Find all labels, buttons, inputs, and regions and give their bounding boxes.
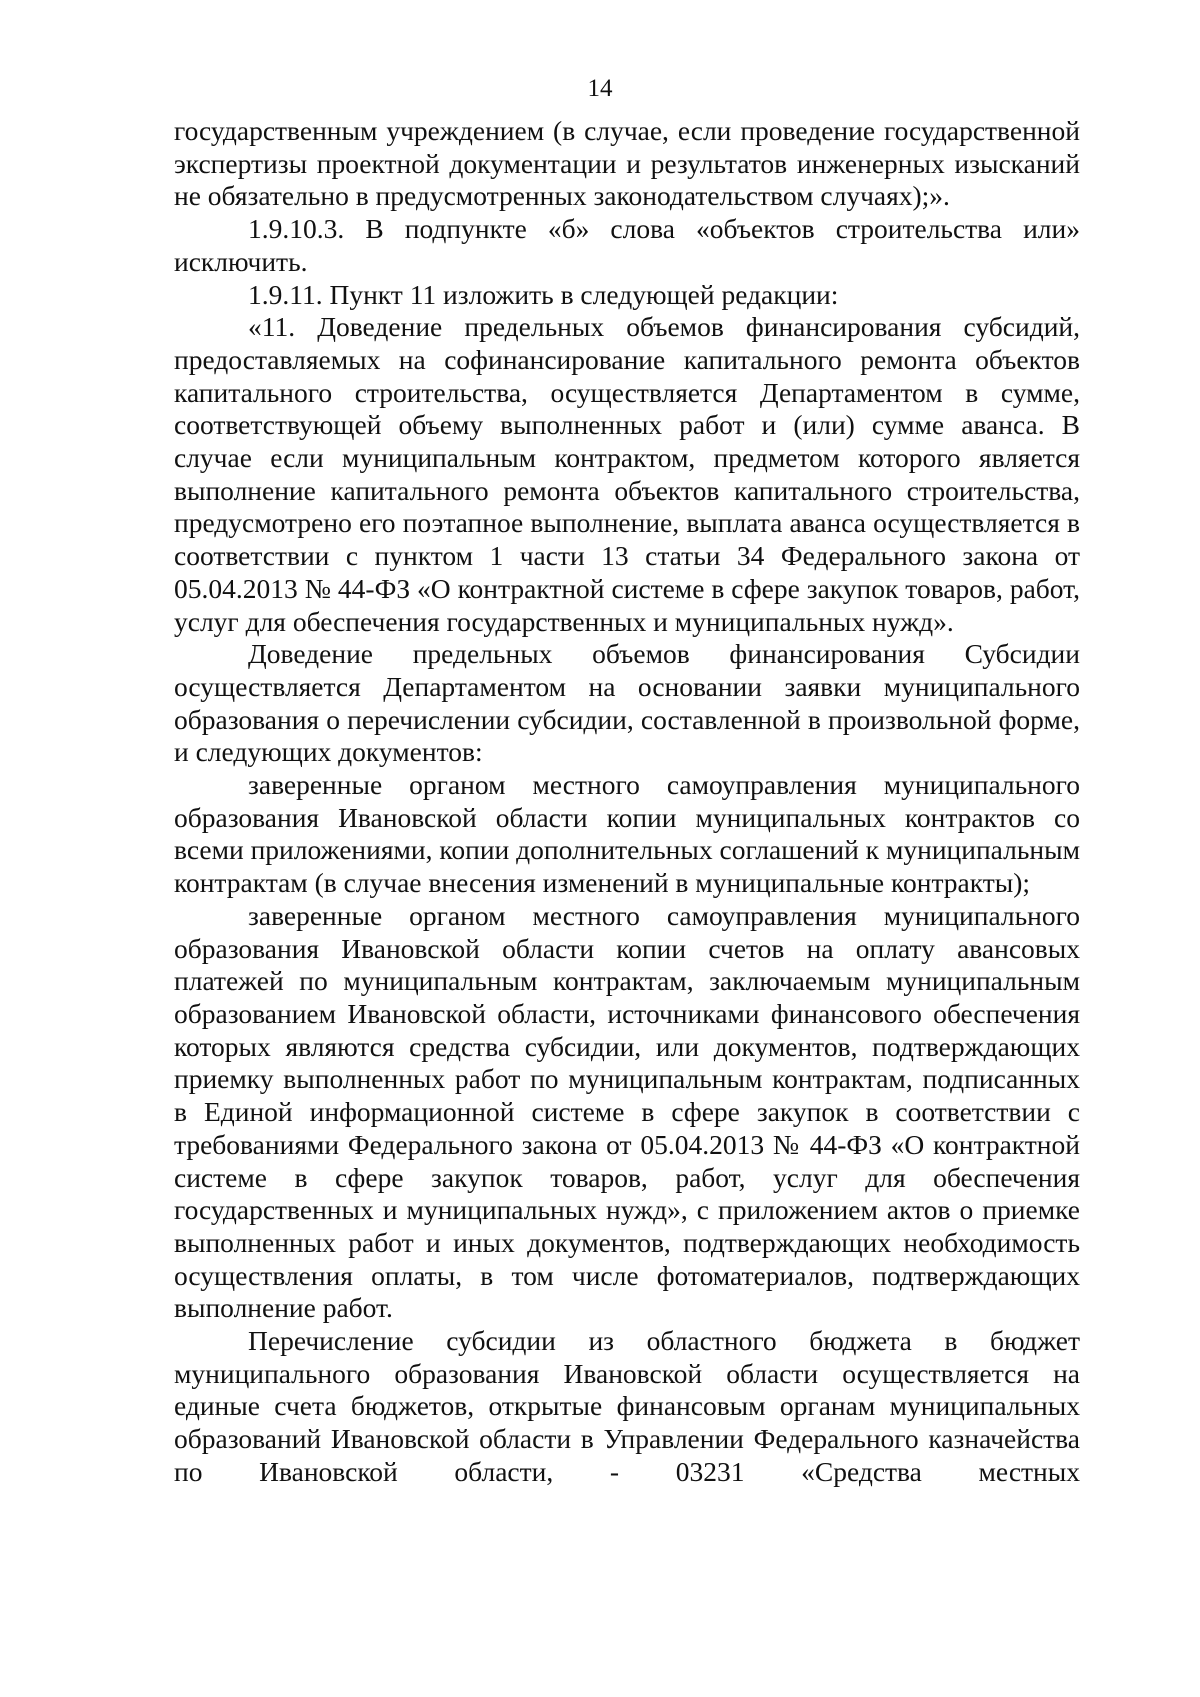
paragraph-continuation: государственным учреждением (в случае, если проведение государственной экспертизы проектной документации и результатов инженерных изысканий не обязательно в предусмотренных законодательством случаях);». xyxy=(174,115,1080,212)
paragraph-subsidy-financing: Доведение предельных объемов финансирования Субсидии осуществляется Департаментом на основании заявки муниципального образования о перечислении субсидии, составленной в произвольной форме, и следующих документов: xyxy=(174,638,1080,768)
page-number: 14 xyxy=(587,75,613,102)
paragraph-point-11: «11. Доведение предельных объемов финансирования субсидий, предоставляемых на софинансирование капитального ремонта объектов капитального строительства, осуществляется Департаментом в сумме, соответствующей объему выполненных работ и (или) сумме аванса. В случае если муниципальным контрактом, предметом которого является выполнение капитального ремонта объектов капитального строительства, предусмотрено его поэтапное выполнение, выплата аванса осуществляется в соответствии с пунктом 1 части 13 статьи 34 Федерального закона от 05.04.2013 № 44-ФЗ «О контрактной системе в сфере закупок товаров, работ, услуг для обеспечения государственных и муниципальных нужд». xyxy=(174,311,1080,637)
paragraph-item-1-9-10-3: 1.9.10.3. В подпункте «б» слова «объектов строительства или» исключить. xyxy=(174,213,1080,277)
paragraph-contract-copies: заверенные органом местного самоуправления муниципального образования Ивановской области копии муниципальных контрактов со всеми приложениями, копии дополнительных соглашений к муниципальным контрактам (в случае внесения изменений в муниципальные контракты); xyxy=(174,769,1080,899)
paragraph-invoice-copies: заверенные органом местного самоуправления муниципального образования Ивановской области копии счетов на оплату авансовых платежей по муниципальным контрактам, заключаемым муниципальным образованием Ивановской области, источниками финансового обеспечения которых являются средства субсидии, или документов, подтверждающих приемку выполненных работ по муниципальным контрактам, подписанных в Единой информационной системе в сфере закупок в соответствии с требованиями Федерального закона от 05.04.2013 № 44-ФЗ «О контрактной системе в сфере закупок товаров, работ, услуг для обеспечения государственных и муниципальных нужд», с приложением актов о приемке выполненных работ и иных документов, подтверждающих необходимость осуществления оплаты, в том числе фотоматериалов, подтверждающих выполнение работ. xyxy=(174,899,1080,1324)
document-body xyxy=(174,115,1080,1489)
paragraph-subsidy-transfer: Перечисление субсидии из областного бюджета в бюджет муниципального образования Ивановской области осуществляется на единые счета бюджетов, открытые финансовым органам муниципальных образований Ивановской области в Управлении Федерального казначейства по Ивановской области, - 03231 «Средства местных xyxy=(174,1325,1080,1487)
paragraph-item-1-9-11: 1.9.11. Пункт 11 изложить в следующей редакции: xyxy=(248,278,839,310)
